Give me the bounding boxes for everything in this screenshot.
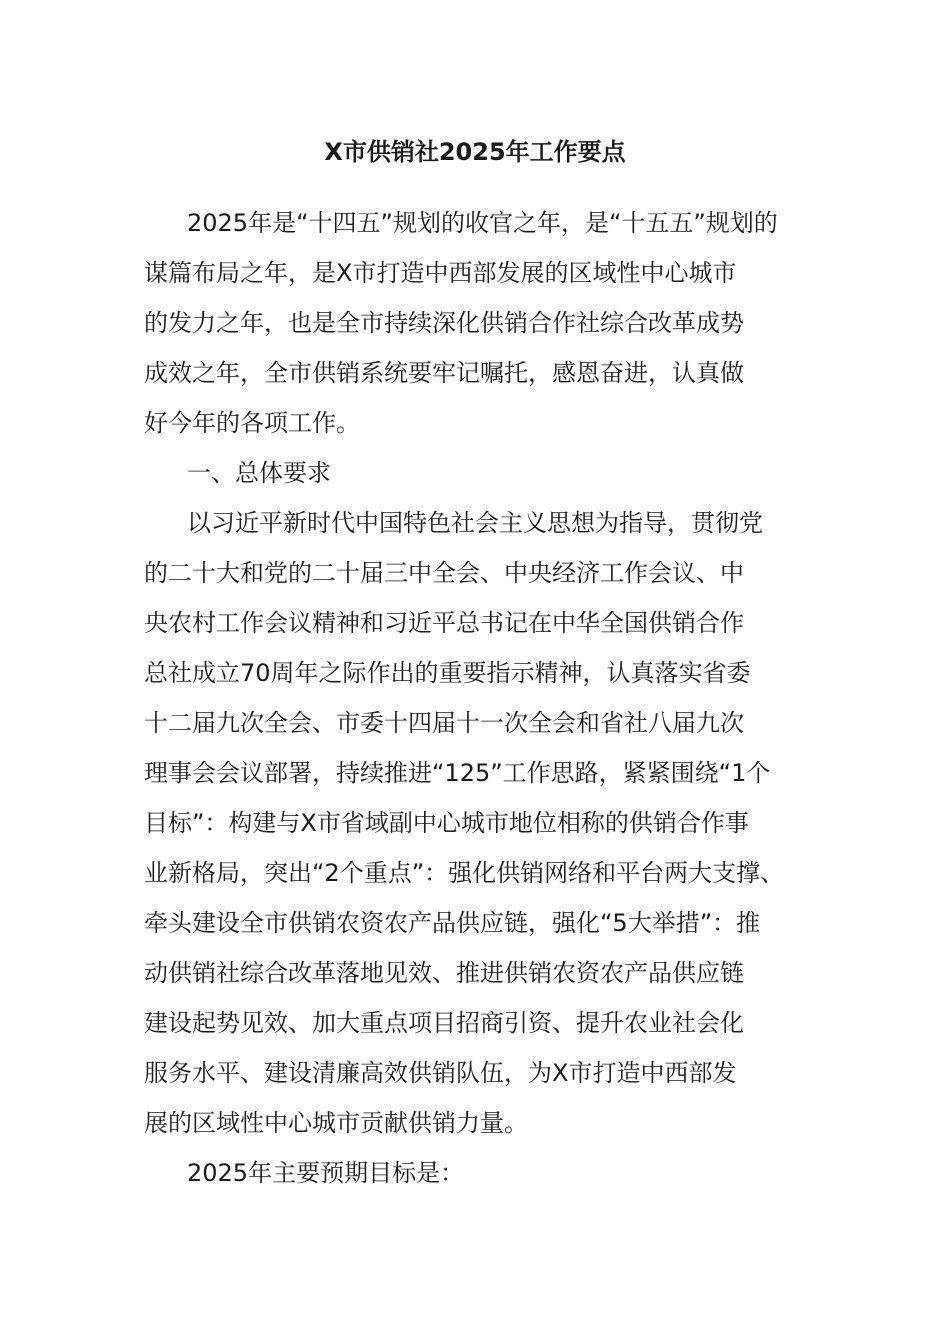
paragraph-line: 成效之年，全市供销系统要牢记嘱托，感恩奋进，认真做 bbox=[144, 359, 744, 387]
paragraph-line: 谋篇布局之年，是X市打造中西部发展的区域性中心城市 bbox=[144, 259, 737, 287]
section-heading: 一、总体要求 bbox=[187, 459, 331, 487]
paragraph-line: 总社成立70周年之际作出的重要指示精神，认真落实省委 bbox=[144, 659, 751, 687]
paragraph-line: 央农村工作会议精神和习近平总书记在中华全国供销合作 bbox=[144, 609, 744, 637]
paragraph-line: 服务水平、建设清廉高效供销队伍，为X市打造中西部发 bbox=[144, 1059, 737, 1087]
paragraph-line: 十二届九次全会、市委十四届十一次全会和省社八届九次 bbox=[144, 709, 744, 737]
paragraph-line: 理事会会议部署，持续推进“125”工作思路，紧紧围绕“1个 bbox=[144, 759, 771, 787]
document-title: X市供销社2025年工作要点 bbox=[324, 138, 626, 166]
paragraph-line: 目标”：构建与X市省域副中心城市地位相称的供销合作事 bbox=[144, 809, 749, 837]
paragraph-line: 动供销社综合改革落地见效、推进供销农资农产品供应链 bbox=[144, 959, 744, 987]
paragraph-line: 的二十大和党的二十届三中全会、中央经济工作会议、中 bbox=[144, 559, 744, 587]
paragraph-line: 牵头建设全市供销农资农产品供应链，强化“5大举措”：推 bbox=[144, 909, 761, 937]
paragraph-line: 2025年主要预期目标是： bbox=[187, 1159, 465, 1187]
paragraph-line: 业新格局，突出“2个重点”：强化供销网络和平台两大支撑、 bbox=[144, 859, 785, 887]
paragraph-line: 的发力之年，也是全市持续深化供销合作社综合改革成势 bbox=[144, 309, 744, 337]
paragraph-line: 展的区域性中心城市贡献供销力量。 bbox=[144, 1109, 528, 1137]
paragraph-line: 建设起势见效、加大重点项目招商引资、提升农业社会化 bbox=[144, 1009, 744, 1037]
paragraph-line: 以习近平新时代中国特色社会主义思想为指导，贯彻党 bbox=[187, 509, 763, 537]
paragraph-line: 2025年是“十四五”规划的收官之年，是“十五五”规划的 bbox=[187, 209, 778, 237]
paragraph-line: 好今年的各项工作。 bbox=[144, 409, 360, 437]
